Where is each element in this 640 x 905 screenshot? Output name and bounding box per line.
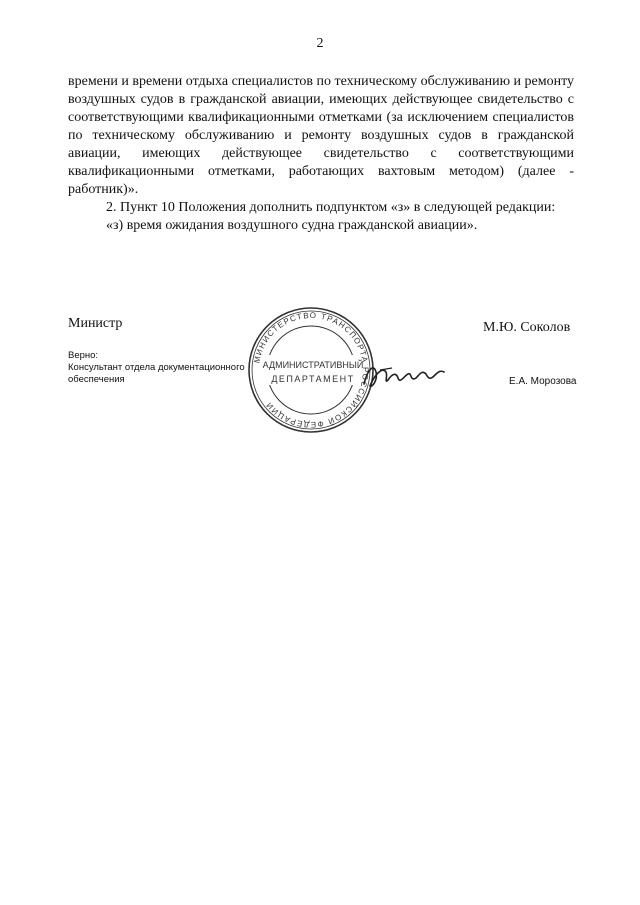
certification-position: Консультант отдела документационного [68,362,245,373]
official-stamp [246,305,376,435]
body-line: квалификационными отметками, работающих вахтовым методом) (далее - [68,164,574,179]
body-line: воздушных судов в гражданской авиации, имеющих действующее свидетельство с [68,92,574,107]
certification-name: Е.А. Морозова [509,376,577,387]
svg-text:АДМИНИСТРАТИВНЫЙ: АДМИНИСТРАТИВНЫЙ [262,360,364,370]
certification-verno: Верно: [68,350,99,361]
body-line: «з) время ожидания воздушного судна гражданской авиации». [106,218,478,233]
body-line: авиации, имеющих действующее свидетельство с соответствующими [68,146,574,161]
page-number: 2 [316,36,324,51]
body-line: соответствующими квалификационными отметками (за исключением специалистов [68,110,574,125]
svg-text:МИНИСТЕРСТВО ТРАНСПОРТА РОССИЙ: МИНИСТЕРСТВО ТРАНСПОРТА РОССИЙСКОЙ ФЕДЕРАЦИИ [252,310,371,430]
certification-position-cont: обеспечения [68,374,125,385]
minister-title: Министр [68,316,123,331]
handwritten-signature [360,358,450,392]
body-line: 2. Пункт 10 Положения дополнить подпунктом «з» в следующей редакции: [106,200,556,215]
body-line: времени и времени отдыха специалистов по техническому обслуживанию и ремонту [68,74,575,89]
svg-text:ДЕПАРТАМЕНТ: ДЕПАРТАМЕНТ [271,374,355,384]
body-line: по техническому обслуживанию и ремонту воздушных судов в гражданской [68,128,574,143]
minister-name: М.Ю. Соколов [483,320,571,335]
body-line: работник)». [68,182,139,197]
